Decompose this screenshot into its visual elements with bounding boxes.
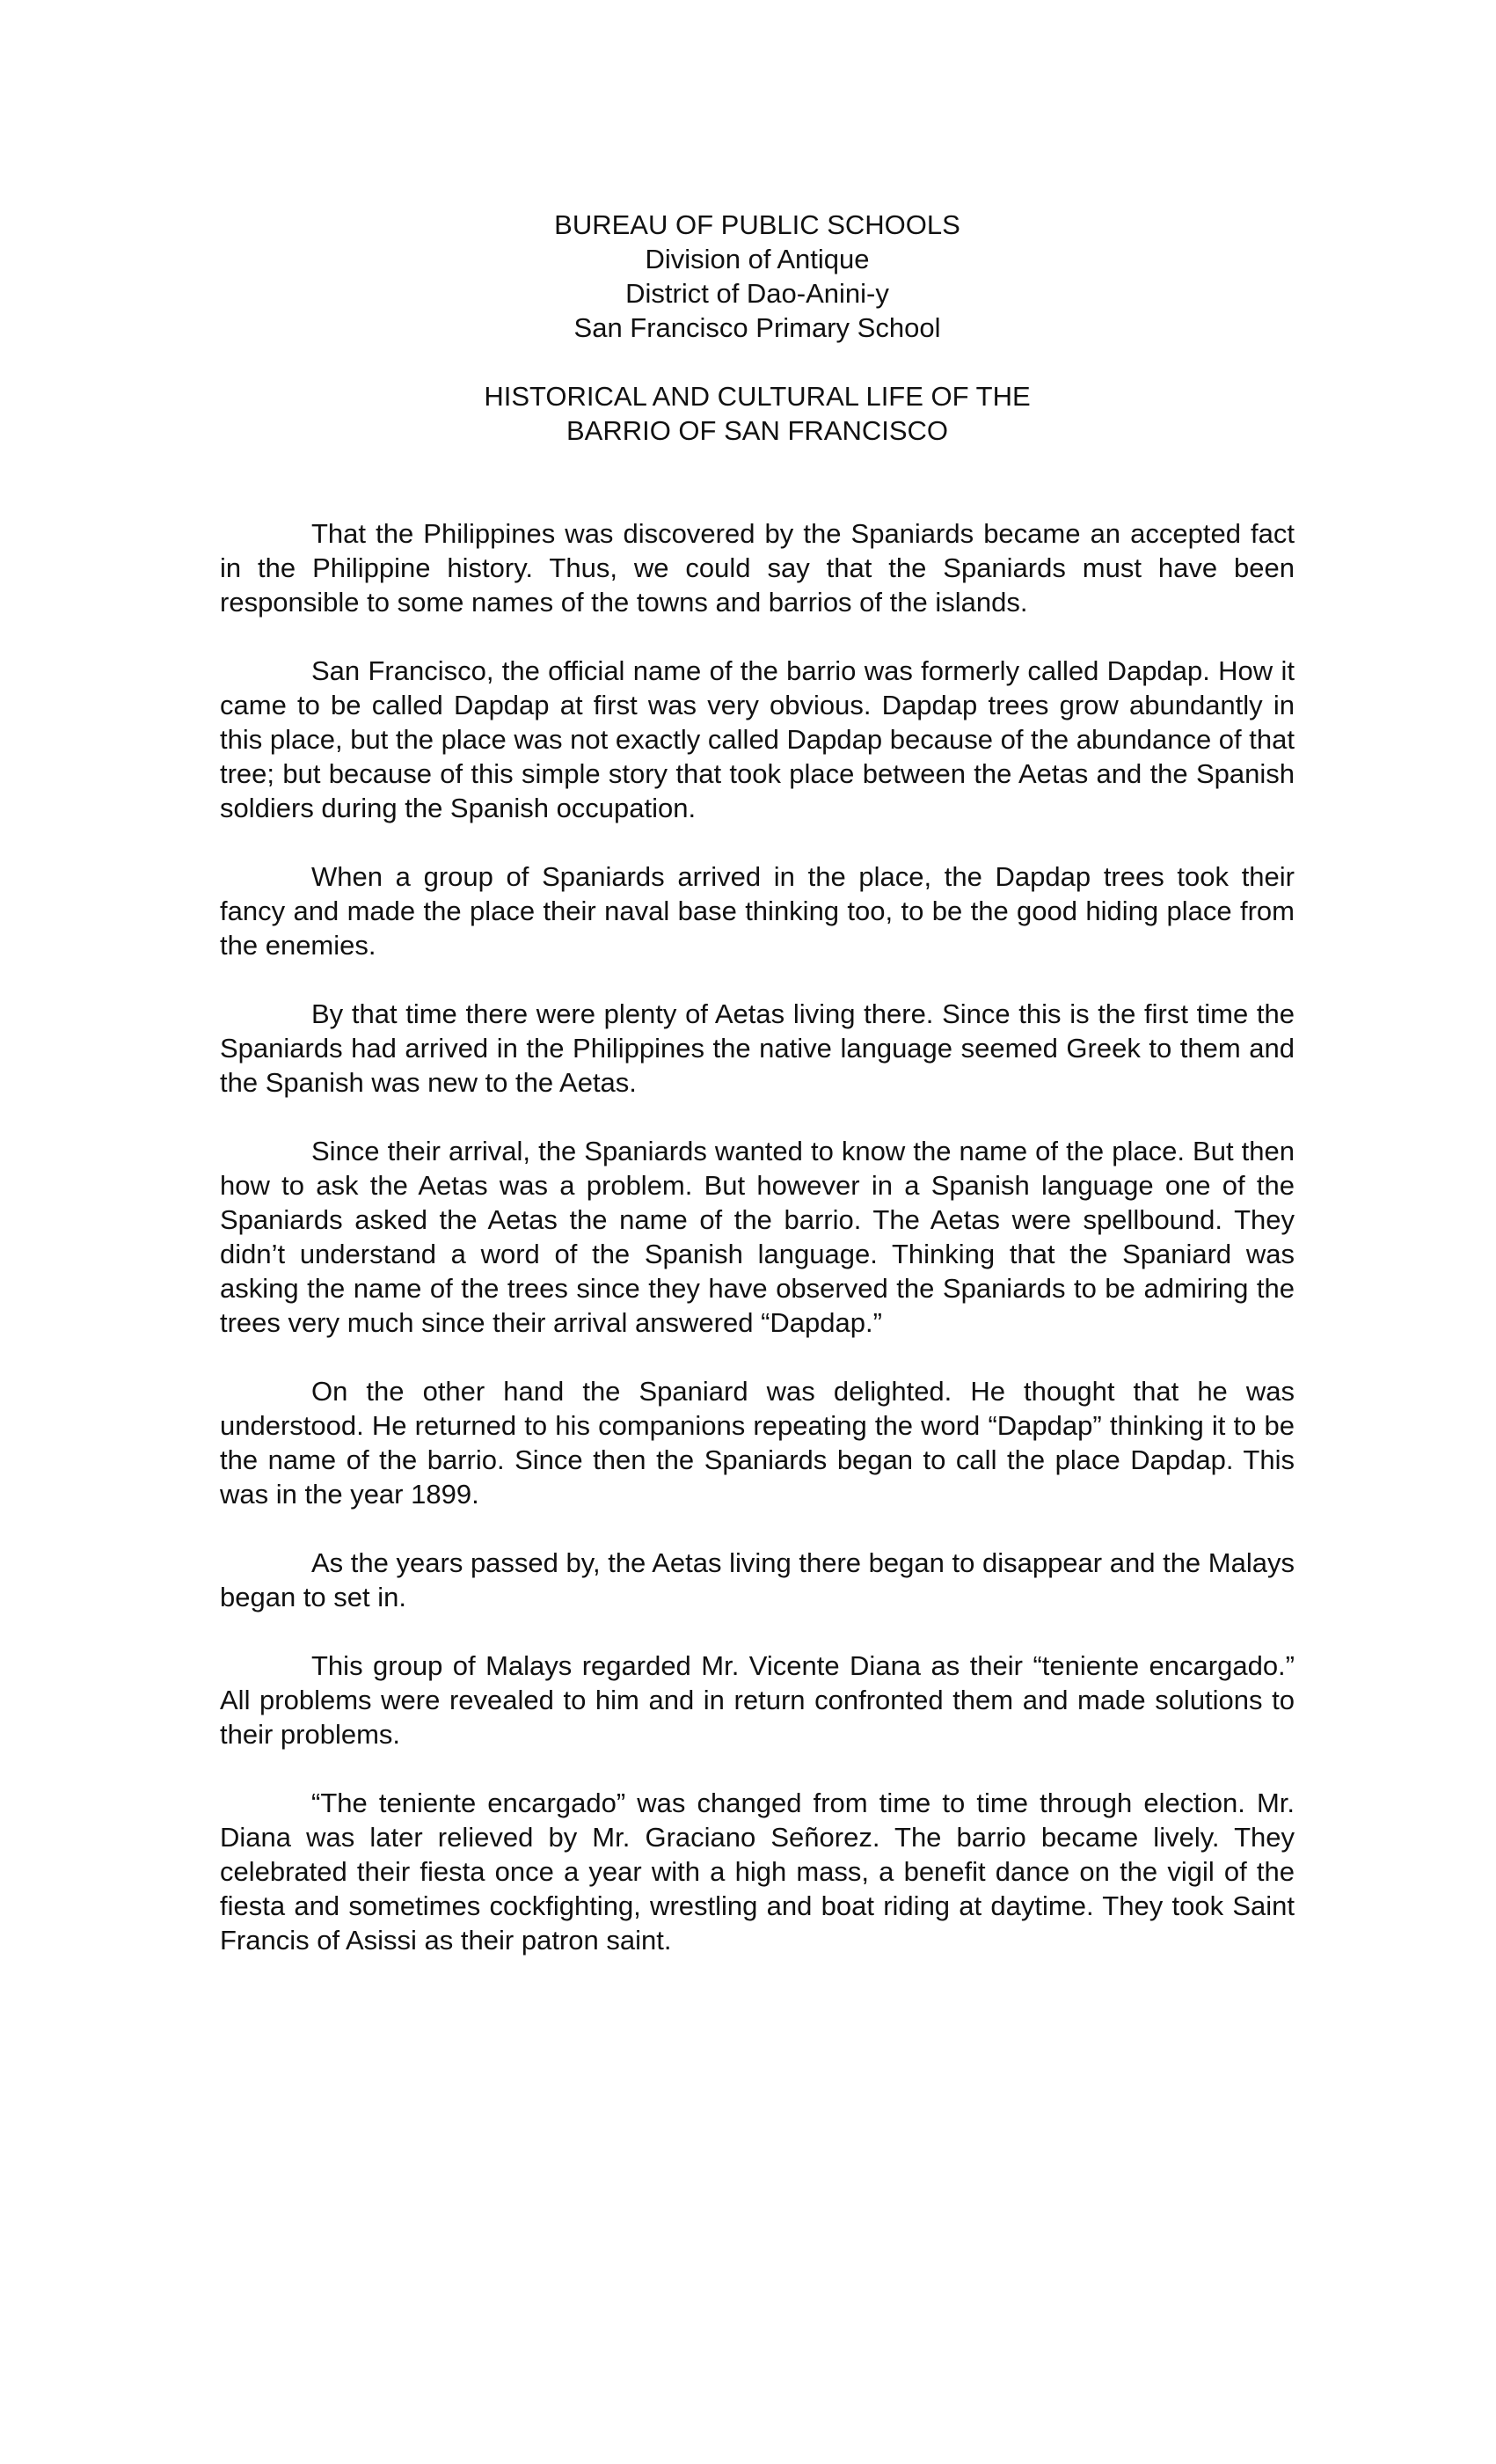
bureau-name: BUREAU OF PUBLIC SCHOOLS	[554, 209, 960, 240]
title-line-2: BARRIO OF SAN FRANCISCO	[566, 415, 949, 446]
paragraph: “The teniente encargado” was changed from time to time through election. Mr. Diana was later relieved by Mr. Graciano Señorez. The barrio became lively. They celebrated their fiesta once a year with a high mass, a benefit dance on the vigil of the fiesta and sometimes cockfighting, wrestling and boat riding at daytime. They took Saint Francis of Asissi as their patron saint.	[220, 1788, 1295, 1956]
paragraph: As the years passed by, the Aetas living there began to disappear and the Malays began to set in.	[220, 1547, 1295, 1612]
paragraph: San Francisco, the official name of the barrio was formerly called Dapdap. How it came to be called Dapdap at first was very obvious. Dapdap trees grow abundantly in this place, but the place was not exactly called Dapdap because of the abundance of that tree; but because of this simple story that took place between the Aetas and the Spanish soldiers during the Spanish occupation.	[220, 655, 1295, 823]
paragraph: This group of Malays regarded Mr. Vicente Diana as their “teniente encargado.” All problems were revealed to him and in return confronted them and made solutions to their problems.	[220, 1650, 1295, 1750]
document-body	[220, 516, 1295, 1957]
paragraph: When a group of Spaniards arrived in the place, the Dapdap trees took their fancy and made the place their naval base thinking too, to be the good hiding place from the enemies.	[220, 861, 1295, 961]
district-name: District of Dao-Anini-y	[625, 278, 889, 309]
document-title	[220, 379, 1295, 448]
paragraph: Since their arrival, the Spaniards wanted to know the name of the place. But then how to ask the Aetas was a problem. But however in a Spanish language one of the Spaniards asked the Aetas the name of the barrio. The Aetas were spellbound. They didn’t understand a word of the Spanish language. Thinking that the Spaniard was asking the name of the trees since they have observed the Spaniards to be admiring the trees very much since their arrival answered “Dapdap.”	[220, 1136, 1295, 1338]
title-line-1: HISTORICAL AND CULTURAL LIFE OF THE	[484, 381, 1031, 412]
paragraph: On the other hand the Spaniard was delighted. He thought that he was understood. He returned to his companions repeating the word “Dapdap” thinking it to be the name of the barrio. Since then the Spaniards began to call the place Dapdap. This was in the year 1899.	[220, 1376, 1295, 1510]
document-header	[220, 208, 1295, 345]
paragraph: By that time there were plenty of Aetas living there. Since this is the first time the Spaniards had arrived in the Philippines the native language seemed Greek to them and the Spanish was new to the Aetas.	[220, 998, 1295, 1098]
school-name: San Francisco Primary School	[573, 312, 941, 343]
document-page	[220, 208, 1295, 1992]
paragraph: That the Philippines was discovered by the Spaniards became an accepted fact in the Philippine history. Thus, we could say that the Spaniards must have been responsible to some names of the towns and barrios of the islands.	[220, 518, 1295, 618]
division-name: Division of Antique	[645, 244, 870, 274]
